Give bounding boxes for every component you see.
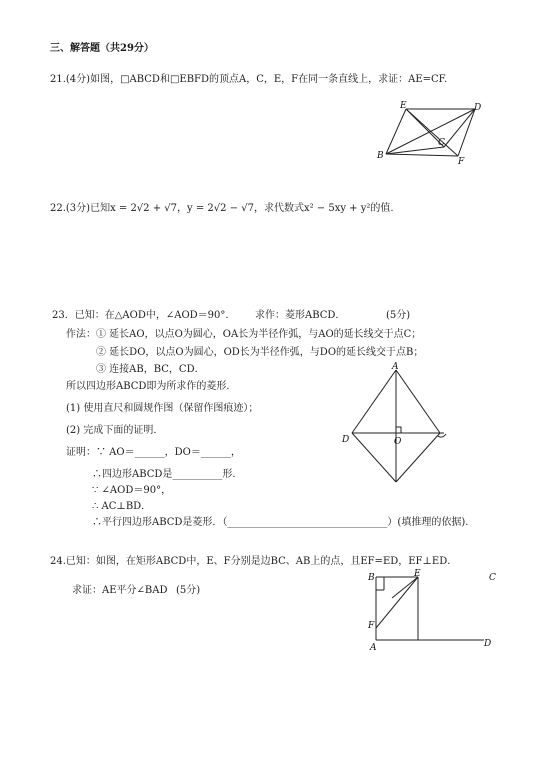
- q23-intro: 23．已知：在△AOD中，∠AOD＝90°．: [52, 310, 236, 321]
- q23-label-a: A: [392, 362, 399, 372]
- q21-label-f: F: [458, 157, 465, 166]
- q24-label-b: B: [368, 573, 375, 583]
- q23-step-2: ② 延长DO，以点O为圆心，OD长为半径作弧，与DO的延长线交于点B；: [96, 347, 424, 358]
- q23-label-o: O: [394, 437, 402, 447]
- q21-label-e: E: [400, 101, 407, 111]
- q23-conclusion: 所以四边形ABCD即为所求作的菱形．: [66, 381, 237, 392]
- q23-part-1: (1) 使用直尺和圆规作图（保留作图痕迹）；: [66, 403, 259, 414]
- q23-proof-5: ∴平行四边形ABCD是菱形．（________________________________）(填推理的依据)．: [92, 517, 476, 528]
- q23-label-d: D: [342, 435, 350, 445]
- q21-label-d: D: [474, 103, 482, 113]
- q21-text: 21.(4分)如图，□ABCD和□EBFD的顶点A，C，E，F在同一条直线上，求证：AE=CF.: [50, 74, 448, 85]
- q24-label-d: D: [484, 639, 492, 649]
- q24-label-c: C: [489, 573, 496, 583]
- q23-part-2: (2) 完成下面的证明．: [66, 425, 164, 436]
- q21-label-c: C: [438, 138, 445, 148]
- q22-text: 22.(3分)已知x = 2√2 + √7，y = 2√2 − √7，求代数式x² − 5xy + y²的值.: [50, 203, 394, 214]
- q24-text: 24.已知：如图，在矩形ABCD中，E、F分别是边BC、AB上的点，且EF=ED，EF⊥ED．: [50, 556, 458, 567]
- q23-proof-4: ∴ AC⊥BD．: [92, 501, 152, 512]
- q23-task: 求作：菱形ABCD．: [255, 310, 346, 321]
- q24-figure: [362, 568, 502, 656]
- q21-label-b: B: [377, 151, 384, 161]
- q24-label-e: E: [414, 569, 421, 579]
- q24-score: (5分): [176, 585, 201, 596]
- q23-proof-3: ∵ ∠AOD＝90°，: [92, 485, 172, 496]
- q23-step-3: ③ 连接AB，BC，CD．: [96, 364, 205, 375]
- q21-figure: [372, 98, 482, 166]
- q23-score: (5分): [386, 310, 411, 321]
- q23-figure: [338, 362, 458, 502]
- q23-step-1: 作法：① 延长AO，以点O为圆心，OA长为半径作弧，与AO的延长线交于点C；: [66, 329, 422, 340]
- q23-proof-1: 证明：∵ AO＝______，DO＝______，: [66, 447, 241, 458]
- q24-label-f: F: [368, 621, 375, 631]
- q23-proof-2: ∴四边形ABCD是__________形．: [92, 469, 243, 480]
- q24-label-a: A: [370, 643, 377, 653]
- q24-prove: 求证：AE平分∠BAD: [72, 585, 168, 596]
- section-heading: 三、解答题（共29分）: [50, 43, 154, 54]
